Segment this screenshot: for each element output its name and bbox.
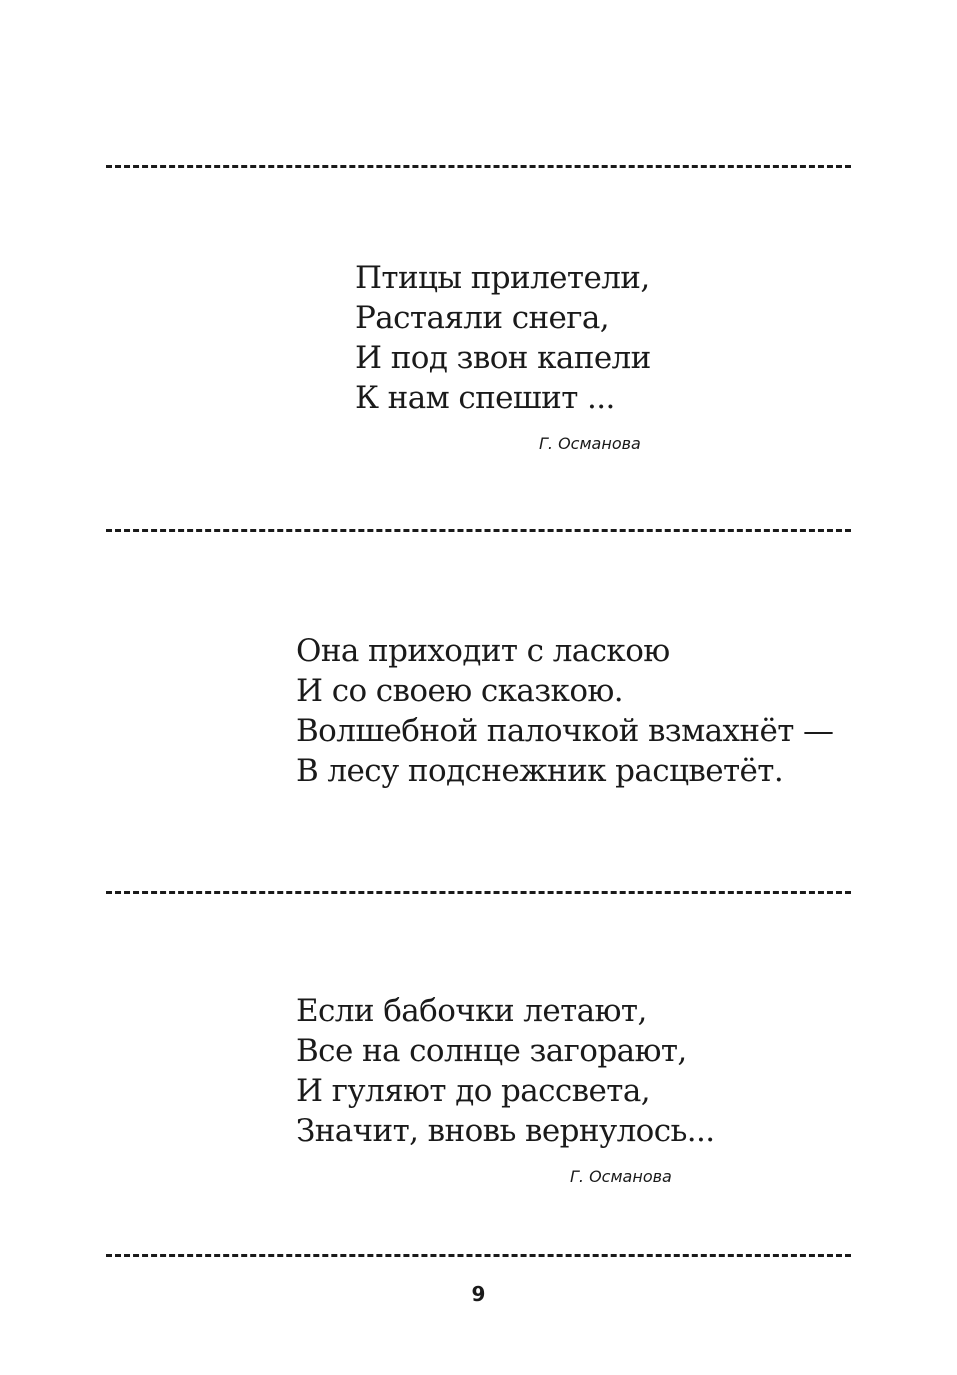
page-number: 9 (471, 1282, 486, 1306)
riddle-poem-2 (296, 631, 833, 791)
poem-line: И под звон капели (355, 340, 651, 376)
poem-line: Она приходит с ласкою (296, 633, 670, 669)
dashed-divider-3 (106, 891, 851, 894)
poem-line: В лесу подснежник расцветёт. (296, 753, 784, 789)
poem-line: Волшебной палочкой взмахнёт — (296, 713, 834, 749)
poem-line: Если бабочки летают, (296, 993, 647, 1029)
poem-line: К нам спешит ... (355, 380, 615, 416)
poem-line: Значит, вновь вернулось... (296, 1113, 715, 1149)
poem-line: Птицы прилетели, (355, 260, 650, 296)
poem-author-3: Г. Османова (570, 1167, 672, 1186)
riddle-poem-1 (355, 258, 651, 418)
poem-line: Все на солнце загорают, (296, 1033, 687, 1069)
dashed-divider-bottom (106, 1254, 851, 1257)
poem-line: Растаяли снега, (355, 300, 610, 336)
dashed-divider-top (106, 165, 851, 168)
poem-line: И со своею сказкою. (296, 673, 624, 709)
dashed-divider-2 (106, 529, 851, 532)
poem-author-1: Г. Османова (539, 434, 641, 453)
riddle-poem-3 (296, 991, 715, 1151)
poem-line: И гуляют до рассвета, (296, 1073, 650, 1109)
